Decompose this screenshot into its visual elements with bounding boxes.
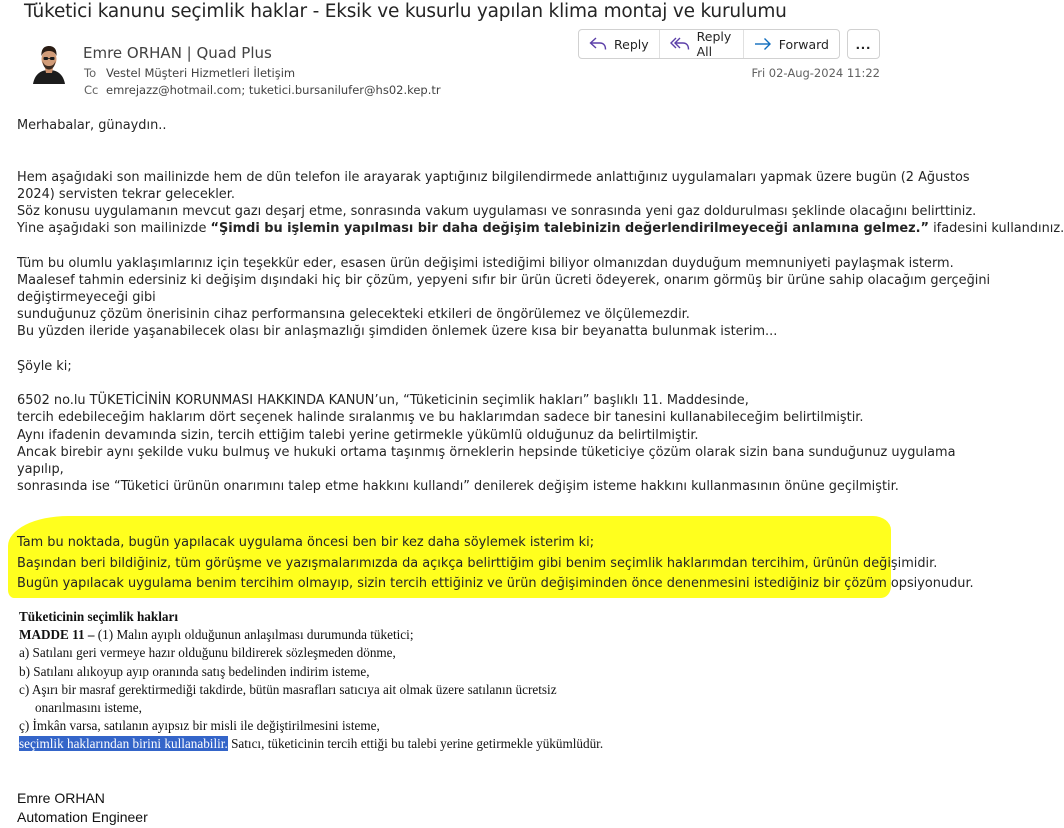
email-body bbox=[17, 117, 1064, 495]
reply-icon bbox=[589, 37, 607, 51]
body-line: değiştirmeyeceği gibi bbox=[17, 289, 156, 305]
body-line bbox=[17, 220, 1064, 237]
cc-label: Cc bbox=[84, 83, 99, 97]
body-line: Şöyle ki; bbox=[17, 358, 72, 374]
highlighted-paragraph bbox=[17, 533, 974, 595]
bold-quote: “Şimdi bu işlemin yapılması bir daha değişim talebinizin değerlendirilmeyeceği anlamına gelmez.” bbox=[210, 221, 929, 237]
forward-arrow-icon bbox=[754, 37, 772, 51]
law-item: c) Aşırı bir masraf gerektirmediği takdirde, bütün masrafları satıcıya ait olmak üzere satılanın ücretsiz bbox=[19, 681, 557, 697]
body-line: sonrasında ise “Tüketici ürünün onarımını talep etme hakkını kullandı” denilerek değişim isteme hakkını kullanmasının önüne geçilmiştir. bbox=[17, 479, 899, 495]
text-run: Yine aşağıdaki son mailinizde bbox=[17, 221, 211, 237]
text-run: ifadesini kullandınız. bbox=[929, 221, 1064, 237]
selected-text[interactable]: seçimlik haklarından birini kullanabilir. bbox=[19, 736, 228, 752]
body-line: Söz konusu uygulamanın mevcut gazı deşarj etme, sonrasında vakum uygulaması ve sonrasında yeni gaz doldurulması şeklinde olacağını belirttiniz. bbox=[17, 203, 977, 219]
greeting: Merhabalar, günaydın.. bbox=[17, 118, 167, 133]
body-line: Tüm bu olumlu yaklaşımlarınız için teşekkür eder, esasen ürün değişimi istediğimi biliyor olmanızdan duyduğum memnuniyeti paylaşmak isterm. bbox=[17, 255, 954, 271]
law-excerpt-image bbox=[19, 608, 603, 754]
body-line: yapılıp, bbox=[17, 461, 64, 477]
body-line: Bu yüzden ileride yaşanabilecek olası bir anlaşmazlığı şimdiden önlemek üzere kısa bir beyanatta bulunmak isterim... bbox=[17, 324, 778, 340]
signature-title: Automation Engineer bbox=[17, 809, 148, 825]
cc-row bbox=[84, 83, 441, 97]
message-actions bbox=[578, 29, 840, 59]
law-item: a) Satılanı geri vermeye hazır olduğunu bildirerek sözleşmeden dönme, bbox=[19, 645, 396, 661]
highlight-line: Bugün yapılacak uygulama benim tercihim olmayıp, sizin tercih ettiğiniz ve ürün değişiminden önce denenmesini istediğiniz bir çözüm opsiyonudur. bbox=[17, 576, 974, 591]
sender-name[interactable]: Emre ORHAN | Quad Plus bbox=[83, 44, 272, 62]
law-item: b) Satılanı alıkoyup ayıp oranında satış bedelinden indirim isteme, bbox=[19, 663, 370, 679]
to-recipients[interactable]: Vestel Müşteri Hizmetleri İletişim bbox=[106, 66, 296, 80]
body-line: Aynı ifadenin devamında sizin, tercih ettiğim talebi yerine getirmekle yükümlü olduğunuz da belirtilmiştir. bbox=[17, 427, 699, 443]
body-line: Maalesef tahmin edersiniz ki değişim dışındaki hiç bir çözüm, yepyeni sıfır bir ürün ücreti ödeyerek, onarım görmüş bir ürüne sahip olacağım gerçeğini bbox=[17, 272, 991, 288]
body-line: tercih edebileceğim haklarım dört seçenek halinde sıralanmış ve bu haklarımdan sadece bir tanesini kullanabileceğim belirtilmiştir. bbox=[17, 410, 864, 426]
body-line: Ancak birebir aynı şekilde vuku bulmuş ve hukuki ortama taşınmış örneklerin hepsinde tüketiciye çözüm olarak sizin bana sunduğunuz uygulama bbox=[17, 444, 956, 460]
signature-name: Emre ORHAN bbox=[17, 790, 105, 806]
forward-button[interactable] bbox=[743, 30, 839, 58]
body-line: Hem aşağıdaki son mailinizde hem de dün telefon ile arayarak yaptığınız bilgilendirmede anlattığınız uygulamaları yapmak üzere bugün (2 Ağustos bbox=[17, 169, 970, 185]
body-line: 6502 no.lu TÜKETİCİNİN KORUNMASI HAKKINDA KANUN’un, “Tüketicinin seçimlik hakları” başlıklı 11. Maddesinde, bbox=[17, 393, 749, 409]
body-line: sunduğunuz çözüm önerisinin cihaz performansına gelecekteki etkileri de öngörülemez ve ölçülemezdir. bbox=[17, 307, 690, 323]
sender-avatar[interactable] bbox=[27, 40, 71, 84]
highlight-line: Başından beri bildiğiniz, tüm görüşme ve yazışmalarımızda da açıkça belirttiğim gibi benim seçimlik haklarımdan tercihim, ürünün değişimidir. bbox=[17, 555, 938, 571]
to-label: To bbox=[84, 66, 97, 80]
law-item: ç) İmkân varsa, satılanın ayıpsız bir misli ile değiştirilmesini isteme, bbox=[19, 718, 380, 734]
body-line: 2024) servisten tekrar gelecekler. bbox=[17, 186, 235, 202]
forward-label: Forward bbox=[778, 36, 829, 52]
highlight-line: Tam bu noktada, bugün yapılacak uygulama öncesi ben bir kez daha söylemek isterim ki; bbox=[17, 535, 595, 550]
reply-all-icon bbox=[670, 37, 690, 51]
reply-all-button[interactable] bbox=[659, 30, 743, 58]
reply-label: Reply bbox=[614, 36, 649, 52]
law-text: (1) Malın ayıplı olduğunun anlaşılması durumunda tüketici; bbox=[94, 627, 414, 643]
sent-date: Fri 02-Aug-2024 11:22 bbox=[751, 66, 880, 80]
law-title: Tüketicinin seçimlik hakları bbox=[19, 609, 179, 624]
to-row bbox=[84, 66, 295, 80]
law-item: onarılmasını isteme, bbox=[35, 700, 142, 716]
law-text: Satıcı, tüketicinin tercih ettiği bu talebi yerine getirmekle yükümlüdür. bbox=[227, 736, 604, 752]
more-icon: ... bbox=[855, 35, 872, 53]
law-article: MADDE 11 – bbox=[19, 627, 95, 643]
reply-all-label: Reply All bbox=[696, 29, 732, 59]
signature bbox=[17, 789, 148, 827]
more-actions-button[interactable] bbox=[847, 29, 880, 59]
avatar-photo bbox=[27, 40, 71, 84]
email-subject: Tüketici kanunu seçimlik haklar - Eksik ve kusurlu yapılan klima montaj ve kurulumu bbox=[24, 1, 787, 22]
cc-recipients[interactable]: emrejazz@hotmail.com; tuketici.bursanilufer@hs02.kep.tr bbox=[106, 83, 441, 97]
reply-button[interactable] bbox=[579, 30, 659, 58]
